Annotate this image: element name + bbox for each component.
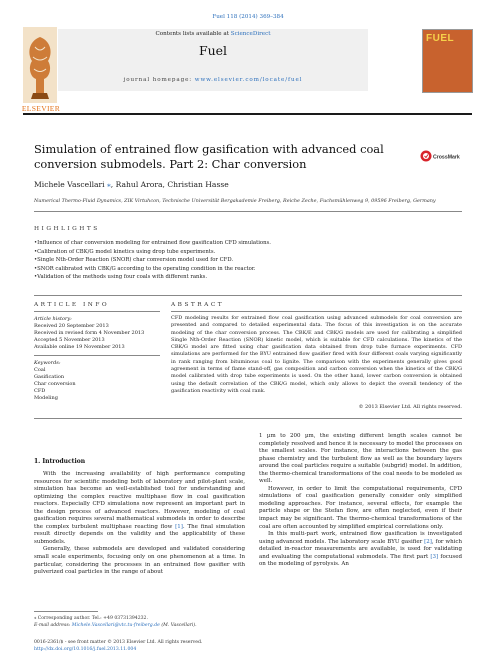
elsevier-tree-logo [23,27,57,103]
history-revised: Received in revised form 4 November 2013 [34,330,145,337]
homepage-link[interactable]: www.elsevier.com/locate/fuel [194,77,303,83]
history-online: Available online 19 November 2013 [34,344,125,351]
homepage-prefix: journal homepage: [123,77,195,83]
doi-link[interactable]: http://dx.doi.org/10.1016/j.fuel.2013.11.004 [34,646,137,652]
introduction-heading: 1. Introduction [34,458,86,465]
keywords-title: Keywords: [34,360,61,366]
citation-link[interactable]: [3] [430,553,439,560]
corresponding-author-marker[interactable]: ⁎ [107,180,111,189]
crossmark-icon[interactable] [420,149,460,163]
contents-line [58,31,368,37]
article-info-divider [34,311,160,312]
keyword-item: Coal [34,367,46,374]
paragraph-text: With the increasing availability of high performance computing resources for scientific modeling both of laboratory and pilot-plant scale, simulation has become an well-established tool for understanding and optimizing the complex reactive multiphase flow in coal gasification reactors. Especially CFD simulations now represent an important part in the design process of advanced reactors. However, modeling of coal gasification requires several mathematical submodels in order to describe the complex turbulent multiphase reacting flow [34,471,245,530]
highlights-list [34,239,462,282]
history-title: Article history: [34,316,72,322]
abstract-text: CFD modeling results for entrained flow coal gasification using advanced submodels for coal conversion are presented and compared to detailed experimental data. The focus of this investigation is on the accurate modeling of the char conversion process. The CBK/E and CBK/G models are used for calibrating a simplified Single Nth-Order Reaction (SNOR) kinetic model, which is suitable for CFD calculations. The kinetics of the CBK/G model are fitted using char gasification data obtained from drop tube furnace experiments. CFD simulations are performed for the BYU entrained flow gasifier fired with four different coals varying significantly in rank ranging from bituminous coal to lignite. The comparison with the experiments generally gives good agreement in terms of flame stand-off, gas composition and carbon conversion when the kinetics of the CBK/G model calibrated with drop tube experiments is used. On the other hand, lower carbon conversion is obtained using the default correlation of the CBK/G model, which only allows to depict the overall tendency of the gasification reactivity with coal rank. [171,315,462,394]
journal-title: Fuel [198,43,228,58]
footnote-divider [34,611,98,612]
section-divider [34,295,462,296]
author-coauthors: , Rahul Arora, Christian Hasse [110,180,229,189]
keyword-item: Char conversion [34,381,76,388]
elsevier-wordmark: ELSEVIER [21,104,61,113]
author-list [34,180,454,189]
history-accepted: Accepted 5 November 2013 [34,337,105,344]
paragraph-text: . The final simulation result directly depends on the validity and the applicability of these submodels. [34,523,245,545]
homepage-line [58,77,368,83]
email-label: E-mail address: [34,622,72,628]
paragraph-text: , for which detailed in-reactor measurements are available, is used for validating and evaluating the computational submodels. The first part [259,538,462,560]
citation-link[interactable]: [1] [175,523,183,530]
history-received: Received 20 September 2013 [34,323,109,330]
highlight-item: • Calibration of CBK/G model kinetics using drop tube experiments. [34,248,462,257]
section-divider [34,211,462,212]
email-suffix: (M. Vascellari). [159,622,197,628]
keyword-item: Modeling [34,395,58,402]
keywords-divider [34,355,160,356]
paragraph-text: focused on the modeling of pyrolysis. An [259,553,462,568]
body-right-column [259,433,462,569]
body-left-column [34,471,245,577]
highlight-item: • SNOR calibrated with CBK/G according to the operating condition in the reactor. [34,265,462,274]
cover-title: FUEL [426,33,455,44]
contents-prefix: Contents lists available at [155,31,231,37]
body-paragraph: 1 µm to 200 µm, the existing different length scales cannot be completely resolved and hence it is necessary to model the processes on the smallest scales. For instance, the interactions between the gas phase chemistry and the turbulent flow as well as the boundary layers around the coal particles require a suitable (subgrid) model. In addition, the thermo-chemical transformations of the coal needs to be modeled as well. [259,433,462,485]
article-title: Simulation of entrained flow gasification with advanced coal conversion submodels. Part 2: Char conversion [34,142,384,171]
section-divider [34,418,462,419]
paragraph-text: In this multi-part work, entrained flow gasification is investigated using advanced models. The laboratory scale BYU gasifier [259,531,462,545]
body-paragraph: Generally, these submodels are developed and validated considering small scale experiments, focusing only on one phenomenon at a time. In particular, considering the processes in an entrained flow gasifier with pulverized coal particles in the range of about [34,546,245,576]
front-matter-info [34,640,245,653]
keyword-item: Gasification [34,374,65,381]
author-email-link[interactable]: Michele.Vascellari@vtc.tu-freiberg.de [71,622,160,628]
header-divider [23,113,472,115]
journal-citation[interactable]: Fuel 118 (2014) 369–384 [212,14,284,20]
article-info-heading: ARTICLE INFO [34,302,110,308]
highlights-heading: HIGHLIGHTS [34,226,100,232]
citation-link[interactable]: [2] [424,538,432,545]
footnote-email-line [34,623,245,630]
author-main: Michele Vascellari [34,180,107,189]
crossmark-label: CrossMark [433,154,460,161]
issn-line: 0016-2361/$ - see front matter © 2013 Elsevier Ltd. All rights reserved. [34,640,203,645]
highlight-item: • Single Nth-Order Reaction (SNOR) char conversion model used for CFD. [34,256,462,265]
abstract-heading: ABSTRACT [171,302,225,308]
corresponding-author-footnote [34,616,245,629]
body-paragraph [34,471,245,546]
body-paragraph: However, in order to limit the computational requirements, CFD simulations of coal gasification generally consider only simplified modeling approaches. For instance, several effects, for example the particle shape or the Stefan flow, are often neglected, even if their impact may be significant. The thermo-chemical transformations of the coal are often accounted by simplified empirical correlations only. [259,485,462,530]
sciencedirect-link[interactable]: ScienceDirect [230,31,271,37]
footnote-contact: ⁎ Corresponding author. Tel.: +49 03731394232. [34,616,148,621]
keyword-item: CFD [34,388,46,395]
body-paragraph [259,531,462,569]
article-history [34,316,160,351]
abstract-copyright: © 2013 Elsevier Ltd. All rights reserved. [358,404,462,410]
author-affiliation: Numerical Thermo-Fluid Dynamics, ZIK Virtuhcon, Technische Universität Bergakademie Freiberg, Reiche Zeche, Fuchsmühlenweg 9, 09596 Freiberg, Germany [34,198,436,204]
highlight-item: • Influence of char conversion modeling for entrained flow gasification CFD simulations. [34,239,462,248]
highlight-item: • Validation of the methods using four coals with different ranks. [34,273,462,282]
keywords-list [34,360,160,403]
abstract-divider [171,311,462,312]
